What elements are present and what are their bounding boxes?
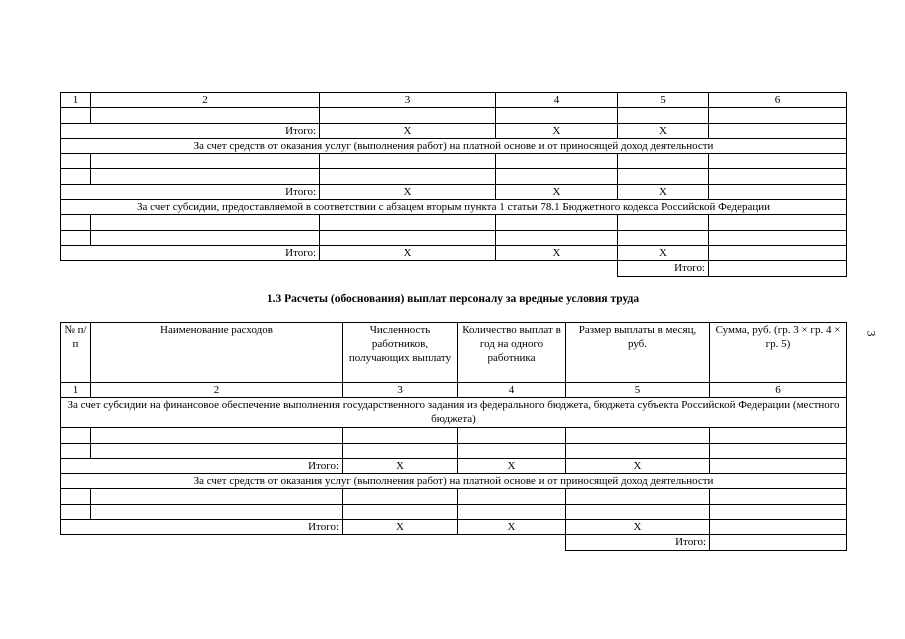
total-row — [61, 184, 847, 199]
x-mark: X — [496, 123, 618, 138]
empty-cell[interactable] — [61, 108, 91, 123]
empty-cell[interactable] — [458, 504, 566, 519]
empty-cell[interactable] — [458, 443, 566, 458]
empty-cell[interactable] — [61, 154, 91, 169]
empty-cell[interactable] — [320, 230, 496, 245]
empty-cell[interactable] — [496, 108, 618, 123]
empty-cell[interactable] — [91, 504, 343, 519]
blank-area — [61, 535, 566, 550]
total-label: Итого: — [61, 245, 320, 260]
total-row — [61, 520, 847, 535]
empty-cell[interactable] — [91, 215, 320, 230]
empty-cell[interactable] — [91, 428, 343, 443]
empty-cell[interactable] — [320, 154, 496, 169]
empty-cell[interactable] — [618, 230, 709, 245]
section-header-row — [61, 138, 847, 153]
grand-total-value-cell[interactable] — [710, 535, 847, 550]
blank-area — [61, 261, 618, 276]
section-header-row — [61, 398, 847, 428]
section-title-paid: За счет средств от оказания услуг (выполнения работ) на платной основе и от приносящей доход деятельности — [61, 474, 847, 489]
empty-cell[interactable] — [458, 428, 566, 443]
hazard-payments-table — [60, 322, 847, 551]
table-row — [61, 443, 847, 458]
empty-cell[interactable] — [710, 443, 847, 458]
empty-cell[interactable] — [566, 428, 710, 443]
col-number: 2 — [91, 383, 343, 398]
empty-cell[interactable] — [709, 215, 847, 230]
section-header-row — [61, 474, 847, 489]
empty-cell[interactable] — [496, 154, 618, 169]
empty-cell[interactable] — [320, 169, 496, 184]
header-num: № п/п — [61, 323, 91, 383]
total-label: Итого: — [61, 520, 343, 535]
empty-cell[interactable] — [320, 215, 496, 230]
expenses-table-continued — [60, 92, 847, 277]
empty-cell[interactable] — [709, 108, 847, 123]
empty-cell[interactable] — [91, 154, 320, 169]
empty-cell[interactable] — [320, 108, 496, 123]
header-name: Наименование расходов — [91, 323, 343, 383]
empty-cell[interactable] — [61, 230, 91, 245]
empty-cell[interactable] — [566, 504, 710, 519]
total-value-cell[interactable] — [709, 245, 847, 260]
x-mark: X — [458, 520, 566, 535]
empty-cell[interactable] — [618, 108, 709, 123]
empty-cell[interactable] — [91, 108, 320, 123]
empty-cell[interactable] — [710, 489, 847, 504]
empty-cell[interactable] — [91, 230, 320, 245]
empty-cell[interactable] — [343, 443, 458, 458]
empty-cell[interactable] — [496, 169, 618, 184]
empty-cell[interactable] — [61, 428, 91, 443]
x-mark: X — [320, 184, 496, 199]
section-title-paid: За счет средств от оказания услуг (выполнения работ) на платной основе и от приносящей доход деятельности — [61, 138, 847, 153]
col-number: 2 — [91, 93, 320, 108]
empty-cell[interactable] — [91, 489, 343, 504]
grand-total-label: Итого: — [618, 261, 709, 276]
total-row — [61, 123, 847, 138]
x-mark: X — [618, 184, 709, 199]
column-numbers-row — [61, 93, 847, 108]
total-value-cell[interactable] — [710, 520, 847, 535]
empty-cell[interactable] — [61, 504, 91, 519]
empty-cell[interactable] — [61, 489, 91, 504]
col-number: 3 — [343, 383, 458, 398]
empty-cell[interactable] — [496, 230, 618, 245]
col-number: 3 — [320, 93, 496, 108]
empty-cell[interactable] — [496, 215, 618, 230]
x-mark: X — [496, 184, 618, 199]
empty-cell[interactable] — [618, 154, 709, 169]
total-label: Итого: — [61, 184, 320, 199]
empty-cell[interactable] — [709, 230, 847, 245]
x-mark: X — [320, 245, 496, 260]
grand-total-label: Итого: — [566, 535, 710, 550]
grand-total-row — [61, 261, 847, 276]
x-mark: X — [320, 123, 496, 138]
column-numbers-row — [61, 383, 847, 398]
x-mark: X — [496, 245, 618, 260]
empty-cell[interactable] — [618, 169, 709, 184]
total-value-cell[interactable] — [709, 123, 847, 138]
empty-cell[interactable] — [61, 215, 91, 230]
table-row — [61, 108, 847, 123]
empty-cell[interactable] — [566, 443, 710, 458]
x-mark: X — [343, 520, 458, 535]
table-row — [61, 169, 847, 184]
x-mark: X — [618, 245, 709, 260]
col-number: 6 — [709, 93, 847, 108]
col-number: 1 — [61, 93, 91, 108]
total-row — [61, 458, 847, 473]
x-mark: X — [566, 458, 710, 473]
col-number: 4 — [496, 93, 618, 108]
table-row — [61, 504, 847, 519]
section-title-state-task: За счет субсидии на финансовое обеспечение выполнения государственного задания из федерального бюджета, бюджета субъекта Российской Федерации (местного бюджета) — [61, 398, 847, 428]
table-row — [61, 230, 847, 245]
empty-cell[interactable] — [61, 443, 91, 458]
x-mark: X — [458, 458, 566, 473]
table-row — [61, 215, 847, 230]
col-number: 5 — [618, 93, 709, 108]
empty-cell[interactable] — [709, 169, 847, 184]
empty-cell[interactable] — [343, 428, 458, 443]
x-mark: X — [343, 458, 458, 473]
section-header-row — [61, 200, 847, 215]
table-row — [61, 489, 847, 504]
empty-cell[interactable] — [91, 443, 343, 458]
grand-total-value-cell[interactable] — [709, 261, 847, 276]
header-count: Численность работников, получающих выплату — [343, 323, 458, 383]
total-value-cell[interactable] — [710, 458, 847, 473]
total-label: Итого: — [61, 123, 320, 138]
col-number: 1 — [61, 383, 91, 398]
x-mark: X — [566, 520, 710, 535]
page-number: 3 — [864, 330, 879, 337]
empty-cell[interactable] — [91, 169, 320, 184]
empty-cell[interactable] — [61, 169, 91, 184]
col-number: 4 — [458, 383, 566, 398]
total-row — [61, 245, 847, 260]
header-qty: Количество выплат в год на одного работника — [458, 323, 566, 383]
empty-cell[interactable] — [710, 428, 847, 443]
table-row — [61, 154, 847, 169]
table-row — [61, 428, 847, 443]
empty-cell[interactable] — [710, 504, 847, 519]
empty-cell[interactable] — [343, 489, 458, 504]
header-sum: Сумма, руб. (гр. 3 × гр. 4 × гр. 5) — [710, 323, 847, 383]
section-heading: 1.3 Расчеты (обоснования) выплат персоналу за вредные условия труда — [266, 293, 640, 305]
col-number: 5 — [566, 383, 710, 398]
empty-cell[interactable] — [343, 504, 458, 519]
header-row — [61, 323, 847, 383]
header-amount: Размер выплаты в месяц, руб. — [566, 323, 710, 383]
empty-cell[interactable] — [458, 489, 566, 504]
col-number: 6 — [710, 383, 847, 398]
empty-cell[interactable] — [566, 489, 710, 504]
total-value-cell[interactable] — [709, 184, 847, 199]
empty-cell[interactable] — [709, 154, 847, 169]
grand-total-row — [61, 535, 847, 550]
empty-cell[interactable] — [618, 215, 709, 230]
total-label: Итого: — [61, 458, 343, 473]
section-title-subsidy-78: За счет субсидии, предоставляемой в соответствии с абзацем вторым пункта 1 статьи 78.1 Бюджетного кодекса Российской Федерации — [61, 200, 847, 215]
x-mark: X — [618, 123, 709, 138]
